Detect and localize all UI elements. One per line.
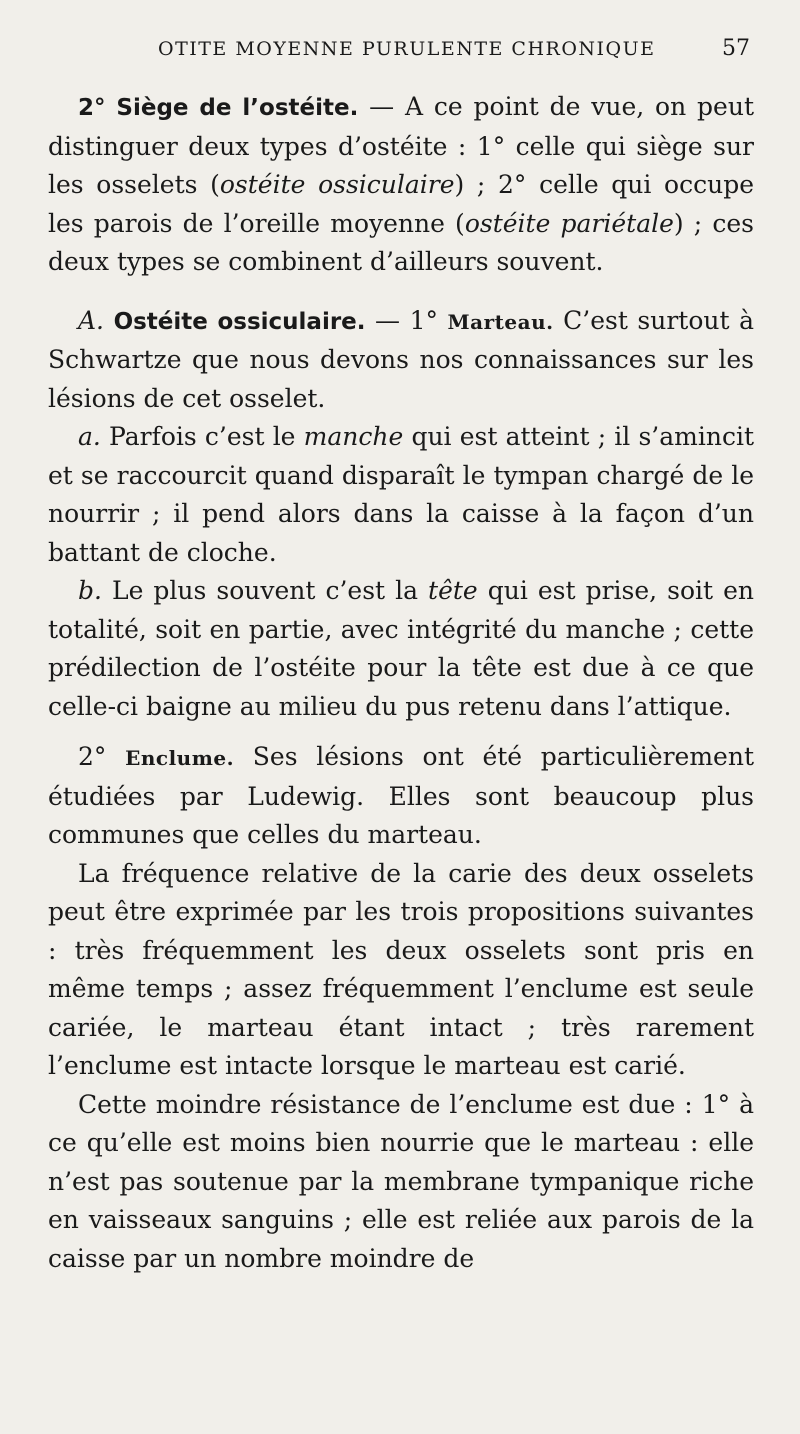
page-number: 57 — [722, 36, 750, 61]
page-header — [48, 38, 754, 78]
paragraph-osteite-ossiculaire: A. Ostéite ossiculaire. — 1° Marteau. C’est surtout à Schwartze que nous devons nos connaissances sur les lésions de cet osselet. — [48, 305, 754, 413]
paragraph-enclume: 2° Enclume. Ses lésions ont été particulièrement étudiées par Ludewig. Elles sont beaucoup plus communes que celles du marteau. — [48, 742, 754, 849]
body-text — [48, 88, 754, 1278]
term-marteau: Marteau. — [447, 309, 554, 334]
section-heading: 2° Siège de l’ostéite. — [78, 95, 359, 121]
paragraph-a: a. Parfois c’est le manche qui est atteint ; il s’amincit et se raccourcit quand disparaît le tympan chargé de le nourrir ; il pend alors dans la caisse à la façon d’un battant de cloche. — [48, 422, 754, 567]
paragraph-resistance: Cette moindre résistance de l’enclume est due : 1° à ce qu’elle est moins bien nourrie que le marteau : elle n’est pas soutenue par la membrane tympanique riche en vaisseaux sanguins ; elle est reliée aux parois de la caisse par un nombre moindre de — [48, 1089, 754, 1273]
running-title: OTITE MOYENNE PURULENTE CHRONIQUE — [158, 38, 656, 60]
subsection-heading: Ostéite ossiculaire. — [113, 308, 366, 335]
paragraph-b: b. Le plus souvent c’est la tête qui est prise, soit en totalité, soit en partie, avec intégrité du manche ; cette prédilection de l’ostéite pour la tête est due à ce que celle-ci baigne au milieu du pus retenu dans l’attique. — [48, 576, 754, 721]
paragraph-frequence: La fréquence relative de la carie des deux osselets peut être exprimée par les trois propositions suivantes : très fréquemment les deux osselets sont pris en même temps ; assez fréquemment l’enclume est seule cariée, le marteau étant intact ; très rarement l’enclume est intacte lorsque le marteau est carié. — [48, 858, 754, 1080]
paragraph-siege-osteite: 2° Siège de l’ostéite. — A ce point de vue, on peut distinguer deux types d’ostéite : 1° celle qui siège sur les osselets (ostéite ossiculaire) ; 2° celle qui occupe les parois de l’oreille moyenne (ostéite pariétale) ; ces deux types se combinent d’ailleurs souvent. — [48, 92, 754, 276]
term-enclume: Enclume. — [125, 746, 235, 770]
